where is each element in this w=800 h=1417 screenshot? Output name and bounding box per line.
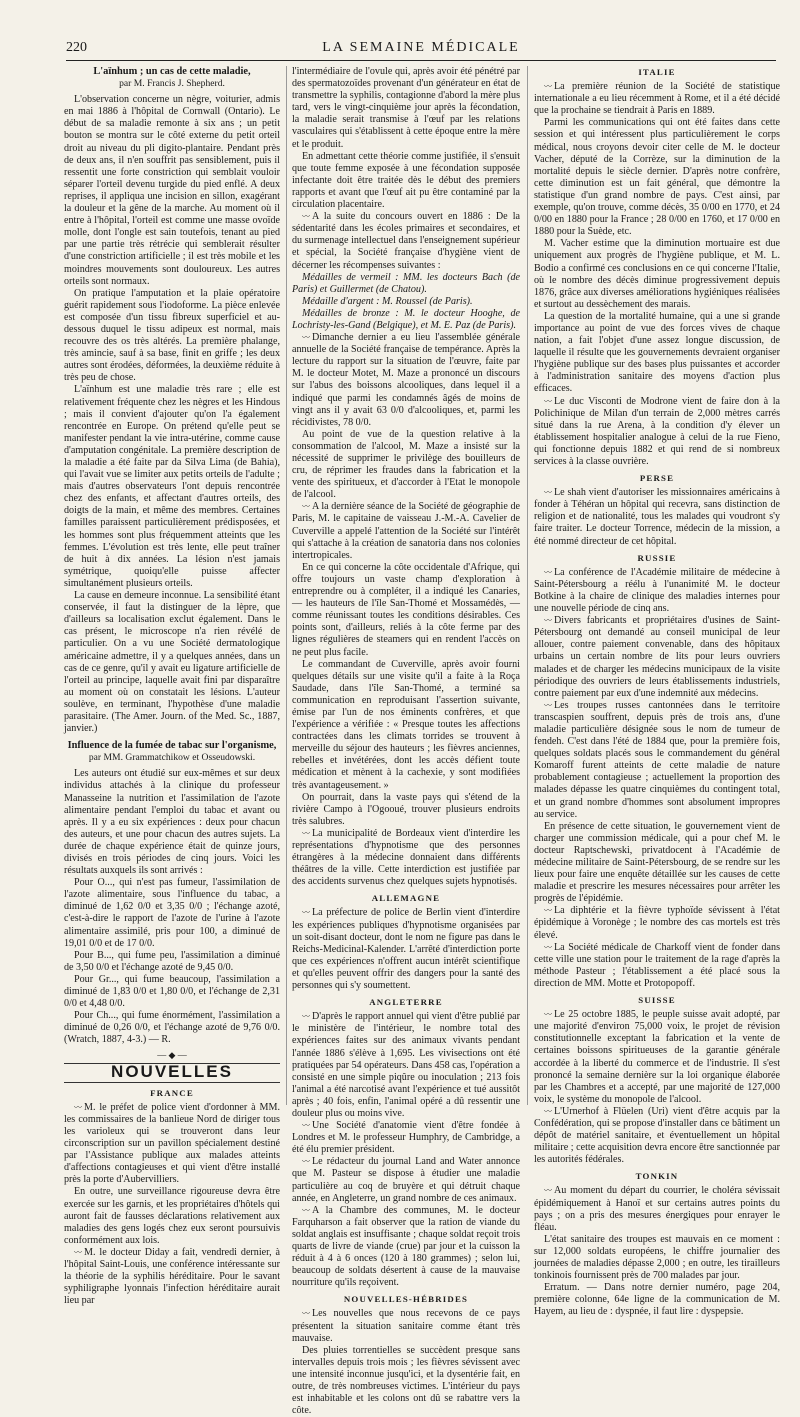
paragraph: 〰 L'Urnerhof à Flüelen (Uri) vient d'être acquis par la Confédération, qui se propose d'installer dans ce bâtiment un dépôt de matériel sanitaire, et éventuellement un hôpital militaire ; cette acquisition devra encore être sanctionnée par les autorités fédérales. <box>534 1105 780 1166</box>
paragraph: 〰 La première réunion de la Société de statistique internationale a eu lieu récemment à Rome, et il a été décidé que la prochaine se tiendrait à Paris en 1889. <box>534 81 780 117</box>
section-heading-hebrides: NOUVELLES-HÉBRIDES <box>343 1294 469 1305</box>
paragraph: Pour Ch..., qui fume énormément, l'assimilation a diminué de 0,26 0/0, et l'échange azoté de 9,76 0/0. (Wratch, 1887, 4-3.) — R. <box>64 1010 280 1046</box>
paragraph: l'intermédiaire de l'ovule qui, après avoir été pénétré par des spermatozoïdes provenant d'un générateur en état de transmettre la syphilis, contagionne d'abord la mère plus tard, vers le vingt-cinquième jour après la fécondation, la maladie serait transmise à l'œuf par les relations vasculaires qui s'établissent à cette époque entre la mère et le produit. <box>292 66 520 150</box>
section-heading-suisse: SUISSE <box>638 995 676 1006</box>
paragraph: 〰 Le 25 octobre 1885, le peuple suisse avait adopté, par une majorité d'environ 75,000 voix, le projet de révision constitutionnelle exceptant la fabrication et la vente de certaines boissons spiritueuses de la garantie générale accordée à la liberté du commerce et de l'industrie. Il s'est prononcé la semaine dernière sur la loi organique élaborée par les Chambres et a accepté, par une majorité de 127,000 voix, le système du monopole de l'alcool. <box>534 1009 780 1105</box>
paragraph: 〰 Les troupes russes cantonnées dans le territoire transcaspien souffrent, depuis près de trois ans, d'une maladie particulière désignée sous le nom de tumeur de fendeh. C'est dans l'été de 1884 que, pour la première fois, quelques soldats placés sous le commandement du général Komaroff furent atteints de cette maladie de nature probablement contagieuse ; actuellement la proportion des malades dépasse les quatre cinquièmes du contingent total, et un grand nombre d'hommes sont absolument impropres au service. <box>534 699 780 820</box>
news-dash-icon: 〰 <box>302 1121 310 1131</box>
paragraph: En ce qui concerne la côte occidentale d'Afrique, qui offre toujours un vaste champ d'exploration à entreprendre ou à compléter, il a indiqué les Canaries, — les hauteurs de l'île San-Thomé et Mossamédès, — comme réunissant toutes les conditions désirables. Ces points sont, d'ailleurs, reliés à la côte ferme par des lignes régulières de steamers qui en rendent l'accès on ne peut plus facile. <box>292 561 520 658</box>
news-dash-icon: 〰 <box>544 942 552 952</box>
section-heading-perse: PERSE <box>639 473 675 484</box>
news-dash-icon: 〰 <box>302 1157 310 1167</box>
paragraph: 〰 La municipalité de Bordeaux vient d'interdire les représentations d'hypnotisme que des personnes étrangères à la médecine donnaient dans différents théâtres de la ville. Cette interdiction est justifiée par des accidents survenus chez quelques sujets hypnotisés. <box>292 827 520 888</box>
paragraph: 〰 Les nouvelles que nous recevons de ce pays présentent la situation sanitaire comme étant très mauvaise. <box>292 1308 520 1344</box>
paragraph: Au point de vue de la question relative à la consommation de l'alcool, M. Maze a insisté sur la nécessité de supprimer le privilège des bouilleurs de cru, de réprimer les fraudes dans la fabrication et la vente des spiritueux, et d'accorder à l'Etat le monopole de l'alcool. <box>292 428 520 501</box>
paragraph: 〰 A la Chambre des communes, M. le docteur Farquharson a fait observer que la ration de viande du soldat anglais est insuffisante ; chaque soldat reçoit trois quarts de livre de viande (crue) par jour et la cuisson la réduit à 4 à 6 onces (120 à 180 grammes) ; selon lui, beaucoup de soldats désertent à cause de la mauvaise nourriture qu'ils reçoivent. <box>292 1204 520 1289</box>
paragraph: 〰 La préfecture de police de Berlin vient d'interdire les expériences publiques d'hypnotisme organisées par un soit-disant docteur, dont le nom ne figure pas dans le Reichs-Medicinal-Kalender. L'arrêté d'interdiction porte que ces expériences n'offrent aucun intérêt scientifique et qu'elles peuvent offrir des dangers pour la santé des personnes qui s'y soumettent. <box>292 907 520 992</box>
news-dash-icon: 〰 <box>302 212 310 222</box>
news-dash-icon: 〰 <box>544 567 552 577</box>
paragraph: Le commandant de Cuverville, après avoir fourni quelques détails sur une visite qu'il a faite à la Roça Saudade, dans l'île San-Thomé, a terminé sa communication en reproduisant l'assertion suivante, émise par l'un de nos éminents confrères, et que l'expérience a vérifiée : « Presque toutes les affections contractées dans les climats torrides se trouvent à merveille du séjour des hauteurs ; les fièvres anciennes, rebelles et invétérées, dont les accès défient toute médication et mènent à la cachexie, y sont modifiées très avantageusement. » <box>292 658 520 791</box>
paragraph: 〰 D'après le rapport annuel qui vient d'être publié par le ministère de l'intérieur, le nombre total des expériences faites sur des animaux vivants pendant l'année 1886 s'élève à 1,695. Les vivisections ont été pratiquées par 54 opérateurs. Dans 458 cas, l'opération a consisté en une simple piqûre ou inoculation ; 213 fois l'animal a été narcotisé avant l'expérience et tué aussitôt après ; 40 fois, enfin, l'animal opéré a dû ressentir une douleur plus ou moins vive. <box>292 1011 520 1119</box>
section-heading-tonkin: TONKIN <box>635 1171 679 1182</box>
paragraph: Erratum. — Dans notre dernier numéro, page 204, première colonne, 64e ligne de la communication de M. Hayem, au lieu de : dyspnée, il faut lire : dyspepsie. <box>534 1282 780 1318</box>
paragraph: Médailles de vermeil : MM. les docteurs Bach (de Paris) et Guillermet (de Chatou). <box>292 271 520 295</box>
journal-title: LA SEMAINE MÉDICALE <box>322 40 520 55</box>
paragraph: La cause en demeure inconnue. La sensibilité étant conservée, il faut la distinguer de la lèpre, que d'ailleurs sa localisation exclut également. Dans le cas présent, le microscope n'a rien révélé de particulier. On a vu une Société dermatologique américaine admettre, il y a quelques années, dans un cas de ce genre, qu'il y avait eu ligature artificielle de l'orteil au principe, laquelle avait fini par disparaître au moment où on constatait les lésions. L'auteur soulève, en terminant, l'hypothèse d'une maladie parasitaire. (The Amer. Journ. of the Med. Sc., 1887, janvier.) <box>64 590 280 735</box>
paragraph: 〰 A la dernière séance de la Société de géographie de Paris, M. le capitaine de vaisseau J.-M.-A. Cavelier de Cuverville a appelé l'attention de la Société sur l'intérêt qui s'attache à la création de sanatoria dans nos colonies intertropicales. <box>292 501 520 561</box>
article-title-tabac: Influence de la fumée de tabac sur l'organisme, <box>67 740 277 752</box>
news-dash-icon: 〰 <box>302 1309 310 1319</box>
article-author-tabac: par MM. Grammatchikow et Osseudowski. <box>88 752 256 764</box>
column-divider <box>286 66 287 1105</box>
news-dash-icon: 〰 <box>302 828 310 838</box>
section-heading-nouvelles: NOUVELLES <box>111 1061 233 1081</box>
article-author-ainhum: par M. Francis J. Shepherd. <box>119 78 225 90</box>
column-right <box>534 66 780 1318</box>
paragraph: Parmi les communications qui ont été faites dans cette session et qui intéressent plus particulièrement le corps médical, nous croyons devoir citer celle de M. le docteur Vacher, député de la Corrèze, sur la diminution de la mortalité depuis le siècle dernier. D'après notre confrère, cette diminution est un fait général, que démontre la statistique d'un grand nombre de pays. C'est ainsi, par exemple, qu'on trouve, comme décès, 35 0/00 en 1770, et 24 0/00 en 1880 pour la France ; 28 0/00 en 1760, et 17 0/00 en 1880 pour la Suède, etc. <box>534 117 780 238</box>
paragraph: Les auteurs ont étudié sur eux-mêmes et sur deux individus attachés à la clinique du professeur Manasseine la nutrition et l'assimilation de l'azote alimentaire pendant l'emploi du tabac et avant ou après. Il y a eu six expériences : deux pour chacun des auteurs, et une pour chacun des autres sujets. La durée de chaque expérience était de quinze jours, divisés en trois périodes de cinq jours. Voici les résultats auxquels ils sont arrivés : <box>64 768 280 877</box>
header-rule <box>66 60 776 61</box>
column-left <box>64 66 280 1307</box>
paragraph: En présence de cette situation, le gouvernement vient de charger une commission médicale, qui a pour chef M. le docteur Raptschewski, privatdocent à l'Académie de médecine militaire de Saint-Pétersbourg, de se rendre sur les lieux pour faire une enquête détaillée sur les causes de cette maladie et prescrire les mesures nécessaires pour arrêter les progrès de l'épidémie. <box>534 820 780 905</box>
paragraph: 〰 Dimanche dernier a eu lieu l'assemblée générale annuelle de la Société française de tempérance. Après la lecture du rapport sur la situation de l'œuvre, faite par M. le docteur Motet, M. Maze a prononcé un discours sur l'abus des boissons alcooliques, dans lequel il a indiqué que parmi les condamnés âgés de moins de vingt ans il y avait 63 0/0 d'alcooliques, et, parmi les récidivistes, 78 0/0. <box>292 332 520 428</box>
news-dash-icon: 〰 <box>302 333 310 343</box>
paragraph: On pratique l'amputation et la plaie opératoire guérit rapidement sous l'iodoforme. La pièce enlevée est composée d'un tissu fibreux superficiel et au-dessous duquel le tissu adipeux est normal, mais recouvre des os très altérés. La première phalange, très amincie, sauf à sa base, finit en griffe ; les deux autres sont érodées, déformées, la deuxième réduite à très peu de chose. <box>64 287 280 384</box>
paragraph: L'état sanitaire des troupes est mauvais en ce moment : sur 12,000 soldats européens, le chiffre journalier des journées de maladies dépasse 2,000 ; en outre, les tirailleurs tonkinois fournissent près de 700 malades par jour. <box>534 1233 780 1282</box>
news-dash-icon: 〰 <box>544 488 552 498</box>
paragraph: 〰 Le rédacteur du journal Land and Water annonce que M. Pasteur se dispose à étudier une maladie particulière au coq de bruyère et qui détruit chaque année, en Angleterre, un grand nombre de ces animaux. <box>292 1156 520 1204</box>
news-dash-icon: 〰 <box>74 1247 82 1257</box>
paragraph: 〰 La diphtérie et la fièvre typhoïde sévissent à l'état épidémique à Voronège ; le nombre des cas mortels est très élevé. <box>534 905 780 941</box>
section-heading-russie: RUSSIE <box>637 552 677 563</box>
paragraph: 〰 Une Société d'anatomie vient d'être fondée à Londres et M. le professeur Humphry, de Cambridge, a été élu premier président. <box>292 1120 520 1156</box>
paragraph: 〰 La conférence de l'Académie militaire de médecine à Saint-Pétersbourg a réélu à l'unanimité M. le docteur Botkine à la chaire de clinique des maladies internes pour une nouvelle période de cinq ans. <box>534 566 780 615</box>
paragraph: On pourrait, dans la vaste pays qui s'étend de la rivière Campo à l'Ogooué, trouver plusieurs endroits très salubres. <box>292 791 520 827</box>
paragraph: La question de la mortalité humaine, qui a une si grande importance au point de vue des forces vives de chaque nation, a fait l'objet d'une assez longue discussion, de laquelle il résulte que les gouvernements devraient organiser l'hygiène publique sur des bases plus puissantes et accorder à l'administration sanitaire des moyens d'action plus efficaces. <box>534 310 780 395</box>
column-divider <box>527 66 528 1105</box>
news-dash-icon: 〰 <box>544 1106 552 1116</box>
news-dash-icon: 〰 <box>544 1186 552 1196</box>
paragraph: 〰 Le duc Visconti de Modrone vient de faire don à la Polichinique de Milan d'un terrain de 2,000 mètres carrés situé dans la rue Arena, à la condition d'y élever un établissement hospitalier analogue à celui de la rue Fieno, qui fonctionne depuis 1882 et qui rend de si nombreux services à la classe ouvrière. <box>534 395 780 467</box>
news-dash-icon: 〰 <box>302 908 310 918</box>
paragraph: 〰 A la suite du concours ouvert en 1886 : De la sédentarité dans les écoles primaires et secondaires, et du surmenage intellectuel dans l'enseignement supérieur et spécial, la Société française d'hygiène vient de décerner les récompenses suivantes : <box>292 211 520 271</box>
page-header <box>66 40 776 60</box>
article-title-ainhum: L'aïnhum ; un cas de cette maladie, <box>93 66 251 77</box>
section-heading-angleterre: ANGLETERRE <box>369 997 443 1008</box>
news-dash-icon: 〰 <box>302 1205 310 1215</box>
news-dash-icon: 〰 <box>544 82 552 92</box>
section-heading-italie: ITALIE <box>638 67 676 77</box>
column-middle <box>292 66 520 1417</box>
nouvelles-banner <box>64 1063 280 1083</box>
paragraph: Médaille d'argent : M. Roussel (de Paris). <box>302 295 473 307</box>
paragraph: 〰 La Société médicale de Charkoff vient de fonder dans cette ville une station pour le traitement de la rage d'après la méthode Pasteur ; l'établissement a été placé sous la direction de MM. Motte et Protopopoff. <box>534 941 780 989</box>
paragraph: 〰 Le shah vient d'autoriser les missionnaires américains à fonder à Téhéran un hôpital qui recevra, sans distinction de religion et de nationalité, tous les malades qui voudront s'y faire traiter. Le docteur Torrence, médecin de la mission, a été nommé directeur de cet hôpital. <box>534 487 780 547</box>
news-dash-icon: 〰 <box>544 616 552 626</box>
news-dash-icon: 〰 <box>544 906 552 916</box>
news-dash-icon: 〰 <box>544 396 552 406</box>
news-dash-icon: 〰 <box>302 1012 310 1022</box>
page-number: 220 <box>66 40 87 55</box>
news-dash-icon: 〰 <box>544 1010 552 1020</box>
paragraph: Médailles de bronze : M. le docteur Hooghe, de Lochristy-les-Gand (Belgique), et M. E. Paz (de Paris). <box>292 307 520 331</box>
paragraph: Pour O..., qui n'est pas fumeur, l'assimilation de l'azote alimentaire, sous l'influence du tabac, a diminué de 1,62 0/0 et 3,35 0/0 ; l'échange azoté, c'est-à-dire le rapport de l'azote de l'urine à l'azote alimentaire assimilé, pris pour 100, a diminué de 19,01 0/0 et de 17 0/0. <box>64 877 280 949</box>
paragraph: Pour B..., qui fume peu, l'assimilation a diminué de 3,50 0/0 et l'échange azoté de 9,45 0/0. <box>64 949 280 973</box>
paragraph: M. Vacher estime que la diminution mortuaire est due uniquement aux progrès de l'hygiène publique, et M. L. Bodio a confirmé ces conclusions en ce qui concerne l'Italie, où le nombre des décès diminue progressivement depuis 1876, grâce aux diverses améliorations hygiéniques réalisées et surtout au dessèchement des marais. <box>534 238 780 310</box>
news-dash-icon: 〰 <box>544 700 552 710</box>
news-dash-icon: 〰 <box>74 1102 82 1112</box>
ornament-divider-icon: — ◆ — <box>157 1049 187 1060</box>
paragraph: 〰 Au moment du départ du courrier, le choléra sévissait épidémiquement à Hanoï et sur certains autres points du pays ; on a pris des mesures énergiques pour enrayer le fléau. <box>534 1185 780 1233</box>
section-heading-allemagne: ALLEMAGNE <box>371 893 441 904</box>
paragraph: Des pluies torrentielles se succèdent presque sans intervalles depuis trois mois ; les fièvres sévissent avec une intensité inconnue jusqu'ici, et la dysentérie fait, en outre, de très nombreuses victimes. L'intérieur du pays est inhabitable et les colons ont dû se rabattre vers la côte. <box>292 1344 520 1417</box>
section-heading-france: FRANCE <box>150 1087 194 1098</box>
paragraph: Pour Gr..., qui fume beaucoup, l'assimilation a diminué de 1,83 0/0 et 1,80 0/0, et l'échange de 2,31 0/0 et 4,48 0/0. <box>64 973 280 1010</box>
paragraph: En admettant cette théorie comme justifiée, il s'ensuit que toute femme exposée à une fécondation supposée infectante doit être traitée dès le début des premiers rapports et avant que l'œuf ait pu être contaminé par la circulation placentaire. <box>292 150 520 211</box>
paragraph: 〰 Divers fabricants et propriétaires d'usines de Saint-Pétersbourg ont demandé au conseil municipal de leur allouer, contre paiement convenable, dans des hôpitaux urbains un certain nombre de lits pour leurs ouvriers malades et de charger les médecins municipaux de la visite périodique des ouvriers de leurs établissements industriels, contre paiement par eux d'une indemnité aux médecins. <box>534 615 780 699</box>
paragraph: 〰 M. le docteur Diday a fait, vendredi dernier, à l'hôpital Saint-Louis, une conférence intéressante sur la théorie de la syphilis héréditaire. Pour le savant syphiligraphe lyonnais l'infection héréditaire aurait lieu par <box>64 1246 280 1307</box>
news-dash-icon: 〰 <box>302 502 310 512</box>
paragraph: 〰 M. le préfet de police vient d'ordonner à MM. les commissaires de la banlieue Nord de diriger tous les varioleux qui se trouveront dans leur circonscription sur un pavillon spécialement destiné par l'Assistance publique aux malades atteints d'affections contagieuses et qui vient d'être installé près la porte d'Aubervilliers. <box>64 1101 280 1186</box>
paragraph: En outre, une surveillance rigoureuse devra être exercée sur les garnis, et les propriétaires d'hôtels qui auront fait de fausses déclarations relativement aux maladies des gens logés chez eux seront poursuivis conformément aux lois. <box>64 1186 280 1246</box>
paragraph: L'observation concerne un nègre, voiturier, admis en mai 1886 à l'hôpital de Cornwall (Ontario). Le début de sa maladie remonte à six ans ; un petit bouton se montra sur le côté externe du petit orteil droit au niveau du pli digito-plantaire. Pendant près de deux ans, il n'en souffrit pas sensiblement, puis il ressentit une forte constriction qui semblait vouloir séparer l'orteil devenu turgide du pied enflé. A deux reprises, il appliqua une incision en sillon, exagérant la douleur et la gêne de la marche. Au moment où il entre à l'hôpital, l'orteil est comme une masse ovoïde molle, dont l'ongle est sain toutefois, tenant au pied par une partie très rétrécie qui semblerait résulter d'une constriction artificielle ; il est très mobile et les moindres mouvements sont douloureux. Les autres orteils sont normaux. <box>64 94 280 287</box>
paragraph: L'aïnhum est une maladie très rare ; elle est relativement fréquente chez les nègres et les Hindous ; mais il convient d'ajouter qu'on l'a également rencontrée en Europe. On prétend qu'elle peut se manifester pendant la vie intra-utérine, comme cause d'amputation congénitale. La première description de la maladie a été faite par da Silva Lima (de Bahia), qui l'avait vue se limiter aux petits orteils de l'adulte ; mais d'autres observateurs l'ont depuis rencontrée chez des enfants, et affectant d'autres orteils, des doigts de la main, et même des membres. Certaines familles paraissent particulièrement prédisposées, et les hommes sont plus fréquemment atteints que les femmes. L'évolution est très lente, elle peut traîner de huit à dix années. La lésion n'est jamais symétrique, quoiqu'elle puisse affecter simultanément plusieurs orteils. <box>64 384 280 589</box>
